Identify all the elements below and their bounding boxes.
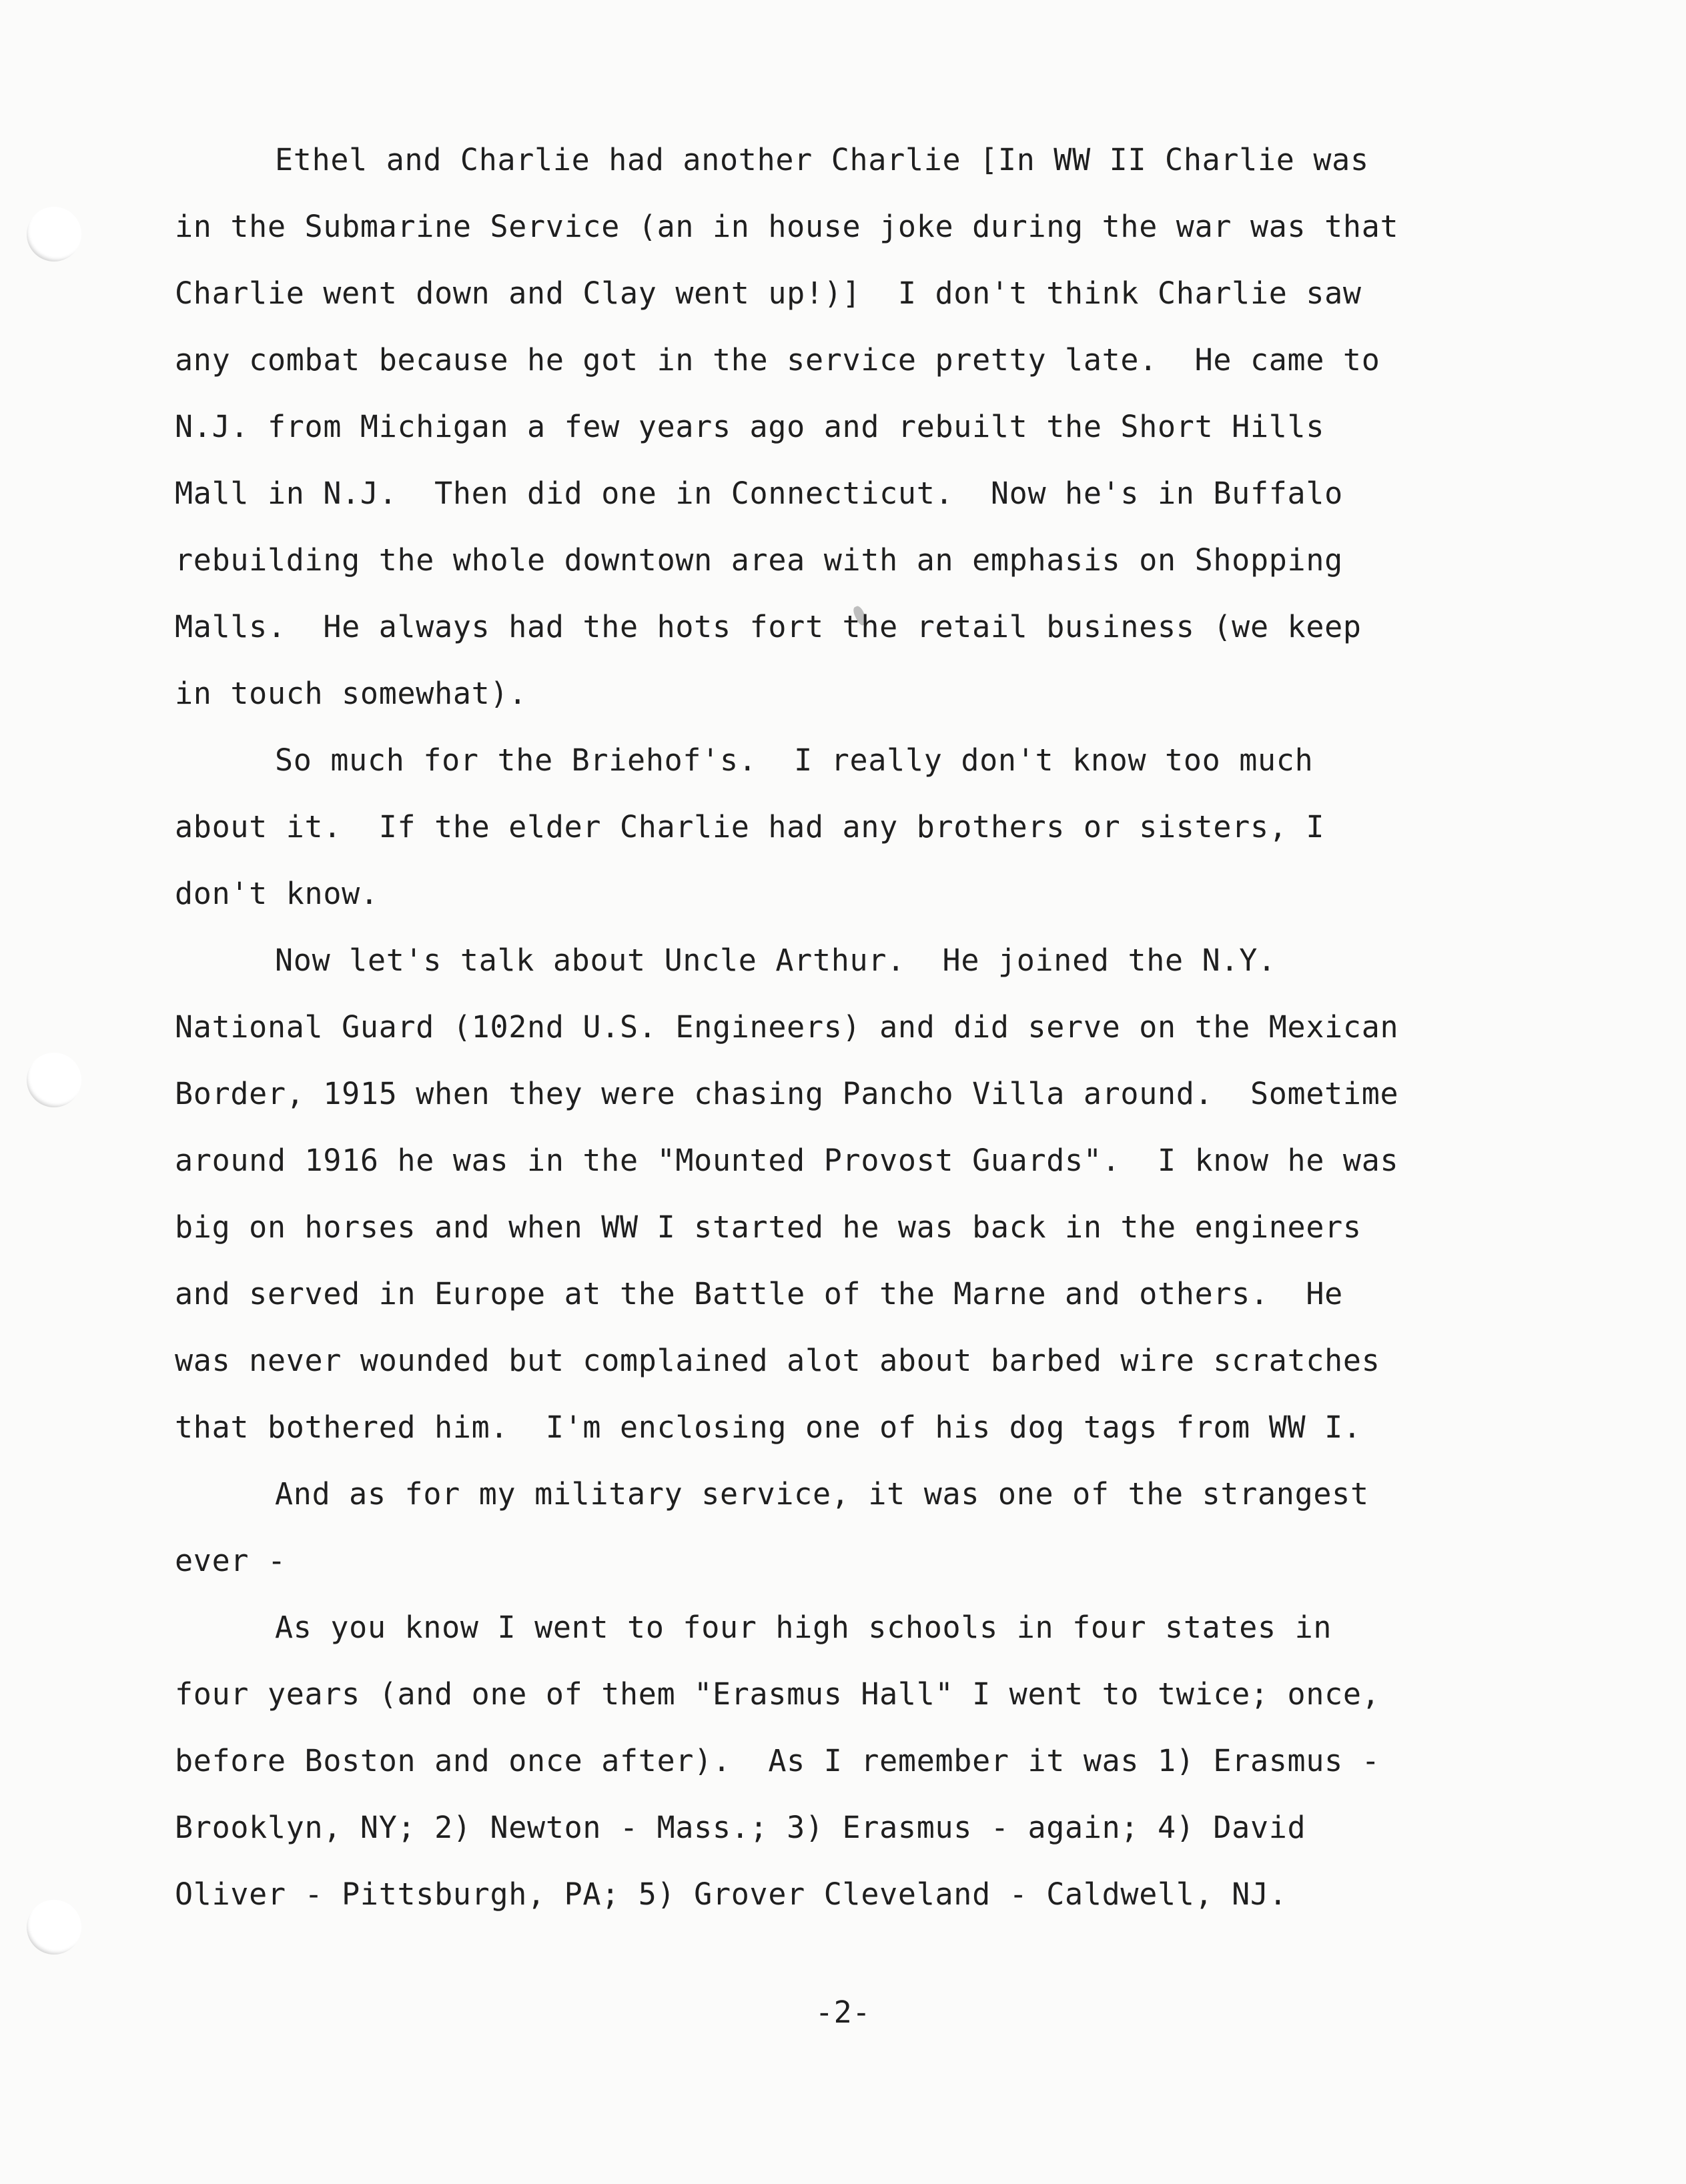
text-line: was never wounded but complained alot about barbed wire scratches: [175, 1343, 1380, 1378]
text-line: before Boston and once after). As I remember it was 1) Erasmus -: [175, 1743, 1380, 1778]
text-line: Malls. He always had the hots fort the retail business (we keep: [175, 609, 1362, 644]
text-line: Charlie went down and Clay went up!)] I don't think Charlie saw: [175, 276, 1362, 311]
text-line: Border, 1915 when they were chasing Pancho Villa around. Sometime: [175, 1076, 1399, 1111]
text-line: Now let's talk about Uncle Arthur. He joined the N.Y.: [275, 943, 1276, 978]
text-line: National Guard (102nd U.S. Engineers) and did serve on the Mexican: [175, 1009, 1399, 1045]
text-line: about it. If the elder Charlie had any brothers or sisters, I: [175, 809, 1325, 845]
letter-body: [175, 127, 1516, 1928]
text-line: in touch somewhat).: [175, 676, 528, 711]
text-line: As you know I went to four high schools in four states in: [275, 1610, 1332, 1645]
text-line: in the Submarine Service (an in house joke during the war was that: [175, 209, 1399, 244]
text-line: around 1916 he was in the "Mounted Provost Guards". I know he was: [175, 1143, 1399, 1178]
text-line: four years (and one of them "Erasmus Hall" I went to twice; once,: [175, 1676, 1380, 1712]
text-line: any combat because he got in the service pretty late. He came to: [175, 342, 1380, 378]
text-line: N.J. from Michigan a few years ago and rebuilt the Short Hills: [175, 409, 1325, 444]
text-line: And as for my military service, it was one of the strangest: [275, 1476, 1369, 1512]
page-number: -2-: [815, 1995, 871, 2030]
text-line: Brooklyn, NY; 2) Newton - Mass.; 3) Erasmus - again; 4) David: [175, 1810, 1306, 1845]
text-line: that bothered him. I'm enclosing one of his dog tags from WW I.: [175, 1410, 1362, 1445]
text-line: Ethel and Charlie had another Charlie [In WW II Charlie was: [275, 142, 1369, 177]
punch-hole-middle: [27, 1053, 81, 1107]
punch-hole-bottom: [27, 1900, 81, 1955]
text-line: Oliver - Pittsburgh, PA; 5) Grover Cleveland - Caldwell, NJ.: [175, 1876, 1288, 1912]
punch-hole-top: [27, 207, 81, 261]
text-line: rebuilding the whole downtown area with an emphasis on Shopping: [175, 542, 1343, 578]
text-line: So much for the Briehof's. I really don't know too much: [275, 742, 1314, 778]
text-line: don't know.: [175, 876, 379, 911]
text-line: big on horses and when WW I started he was back in the engineers: [175, 1209, 1362, 1245]
text-line: ever -: [175, 1543, 286, 1578]
text-line: Mall in N.J. Then did one in Connecticut. Now he's in Buffalo: [175, 476, 1343, 511]
text-line: and served in Europe at the Battle of the Marne and others. He: [175, 1276, 1343, 1311]
